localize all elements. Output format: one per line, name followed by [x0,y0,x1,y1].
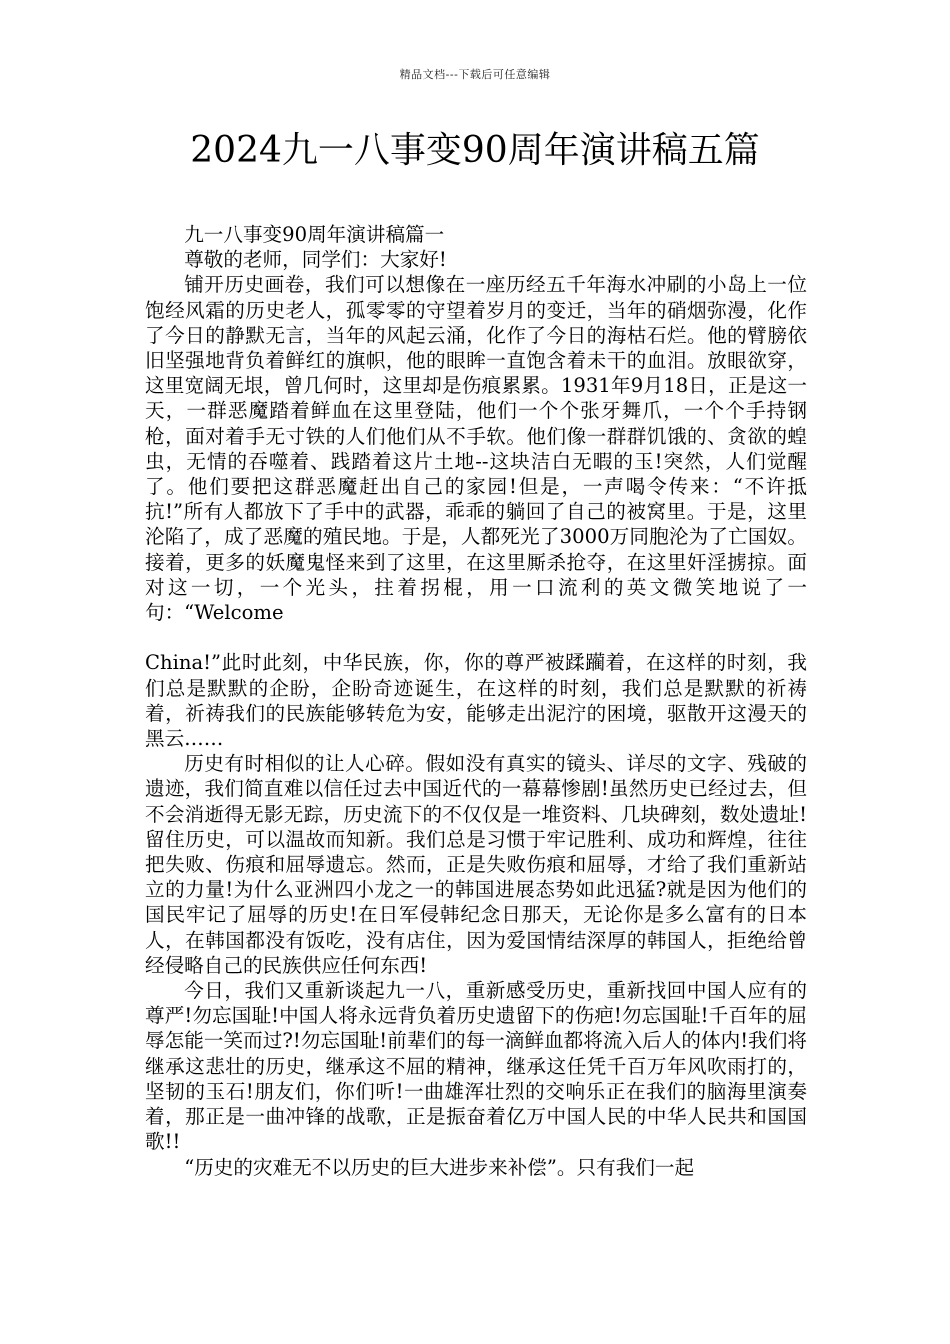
body-paragraph: 历史有时相似的让人心碎。假如没有真实的镜头、详尽的文字、残破的遗迹，我们简直难以信任过去中国近代的一幕幕惨剧!虽然历史已经过去，但不会消逝得无影无踪，历史流下的不仅仅是一堆资料、几块碑刻，数处遗址!留住历史，可以温故而知新。我们总是习惯于牢记胜利、成功和辉煌，往往把失败、伤痕和屈辱遗忘。然而，正是失败伤痕和屈辱，才给了我们重新站立的力量!为什么亚洲四小龙之一的韩国进展态势如此迅猛?就是因为他们的国民牢记了屈辱的历史!在日军侵韩纪念日那天，无论你是多么富有的日本人，在韩国都没有饭吃，没有店住，因为爱国情结深厚的韩国人，拒绝给曾经侵略自己的民族供应任何东西! [145,752,807,977]
body-paragraph: 今日，我们又重新谈起九一八，重新感受历史，重新找回中国人应有的尊严!勿忘国耻!中国人将永远背负着历史遗留下的伤疤!勿忘国耻!千百年的屈辱怎能一笑而过?!勿忘国耻!前辈们的每一滴鲜血都将流入后人的体内!我们将继承这悲壮的历史，继承这不屈的精神，继承这任凭千百万年风吹雨打的，坚韧的玉石!朋友们，你们听!一曲雄浑壮烈的交响乐正在我们的脑海里演奏着，那正是一曲冲锋的战歌，正是振奋着亿万中国人民的中华人民共和国国歌!! [145,979,807,1154]
body-paragraph: China!”此时此刻，中华民族，你，你的尊严被蹂躏着，在这样的时刻，我们总是默默的企盼，企盼奇迹诞生，在这样的时刻，我们总是默默的祈祷着，祈祷我们的民族能够转危为安，能够走出泥泞的困境，驱散开这漫天的黑云…… [145,651,807,751]
document-body [145,222,807,1180]
body-paragraph: “历史的灾难无不以历史的巨大进步来补偿”。只有我们一起 [184,1155,695,1179]
document-title: 2024九一八事变90周年演讲稿五篇 [190,130,760,171]
section-heading: 九一八事变90周年演讲稿篇一 [184,223,445,246]
salutation: 尊敬的老师，同学们：大家好! [184,248,447,272]
body-paragraph: 铺开历史画卷，我们可以想像在一座历经五千年海水冲刷的小岛上一位饱经风霜的历史老人，孤零零的守望着岁月的变迁，当年的硝烟弥漫，化作了今日的静默无言，当年的风起云涌，化作了今日的海枯石烂。他的臂膀依旧坚强地背负着鲜红的旗帜，他的眼眸一直饱含着未干的血泪。放眼欲穿，这里宽阔无垠，曾几何时，这里却是伤痕累累。1931年9月18日，正是这一天，一群恶魔踏着鲜血在这里登陆，他们一个个张牙舞爪，一个个手持钢枪，面对着手无寸铁的人们他们从不手软。他们像一群群饥饿的、贪欲的蝗虫，无情的吞噬着、践踏着这片土地--这块洁白无暇的玉!突然，人们觉醒了。他们要把这群恶魔赶出自己的家园!但是，一声喝令传来：“不许抵抗!”所有人都放下了手中的武器，乖乖的躺回了自己的被窝里。于是，这里沦陷了，成了恶魔的殖民地。于是，人都死光了3000万同胞沦为了亡国奴。接着，更多的妖魔鬼怪来到了这里，在这里厮杀抢夺，在这里奸淫掳掠。面对这一切，一个光头，拄着拐棍，用一口流利的英文微笑地说了一句：“Welcome [145,273,807,625]
page-header-note: 精品文档---下载后可任意编辑 [399,68,551,81]
